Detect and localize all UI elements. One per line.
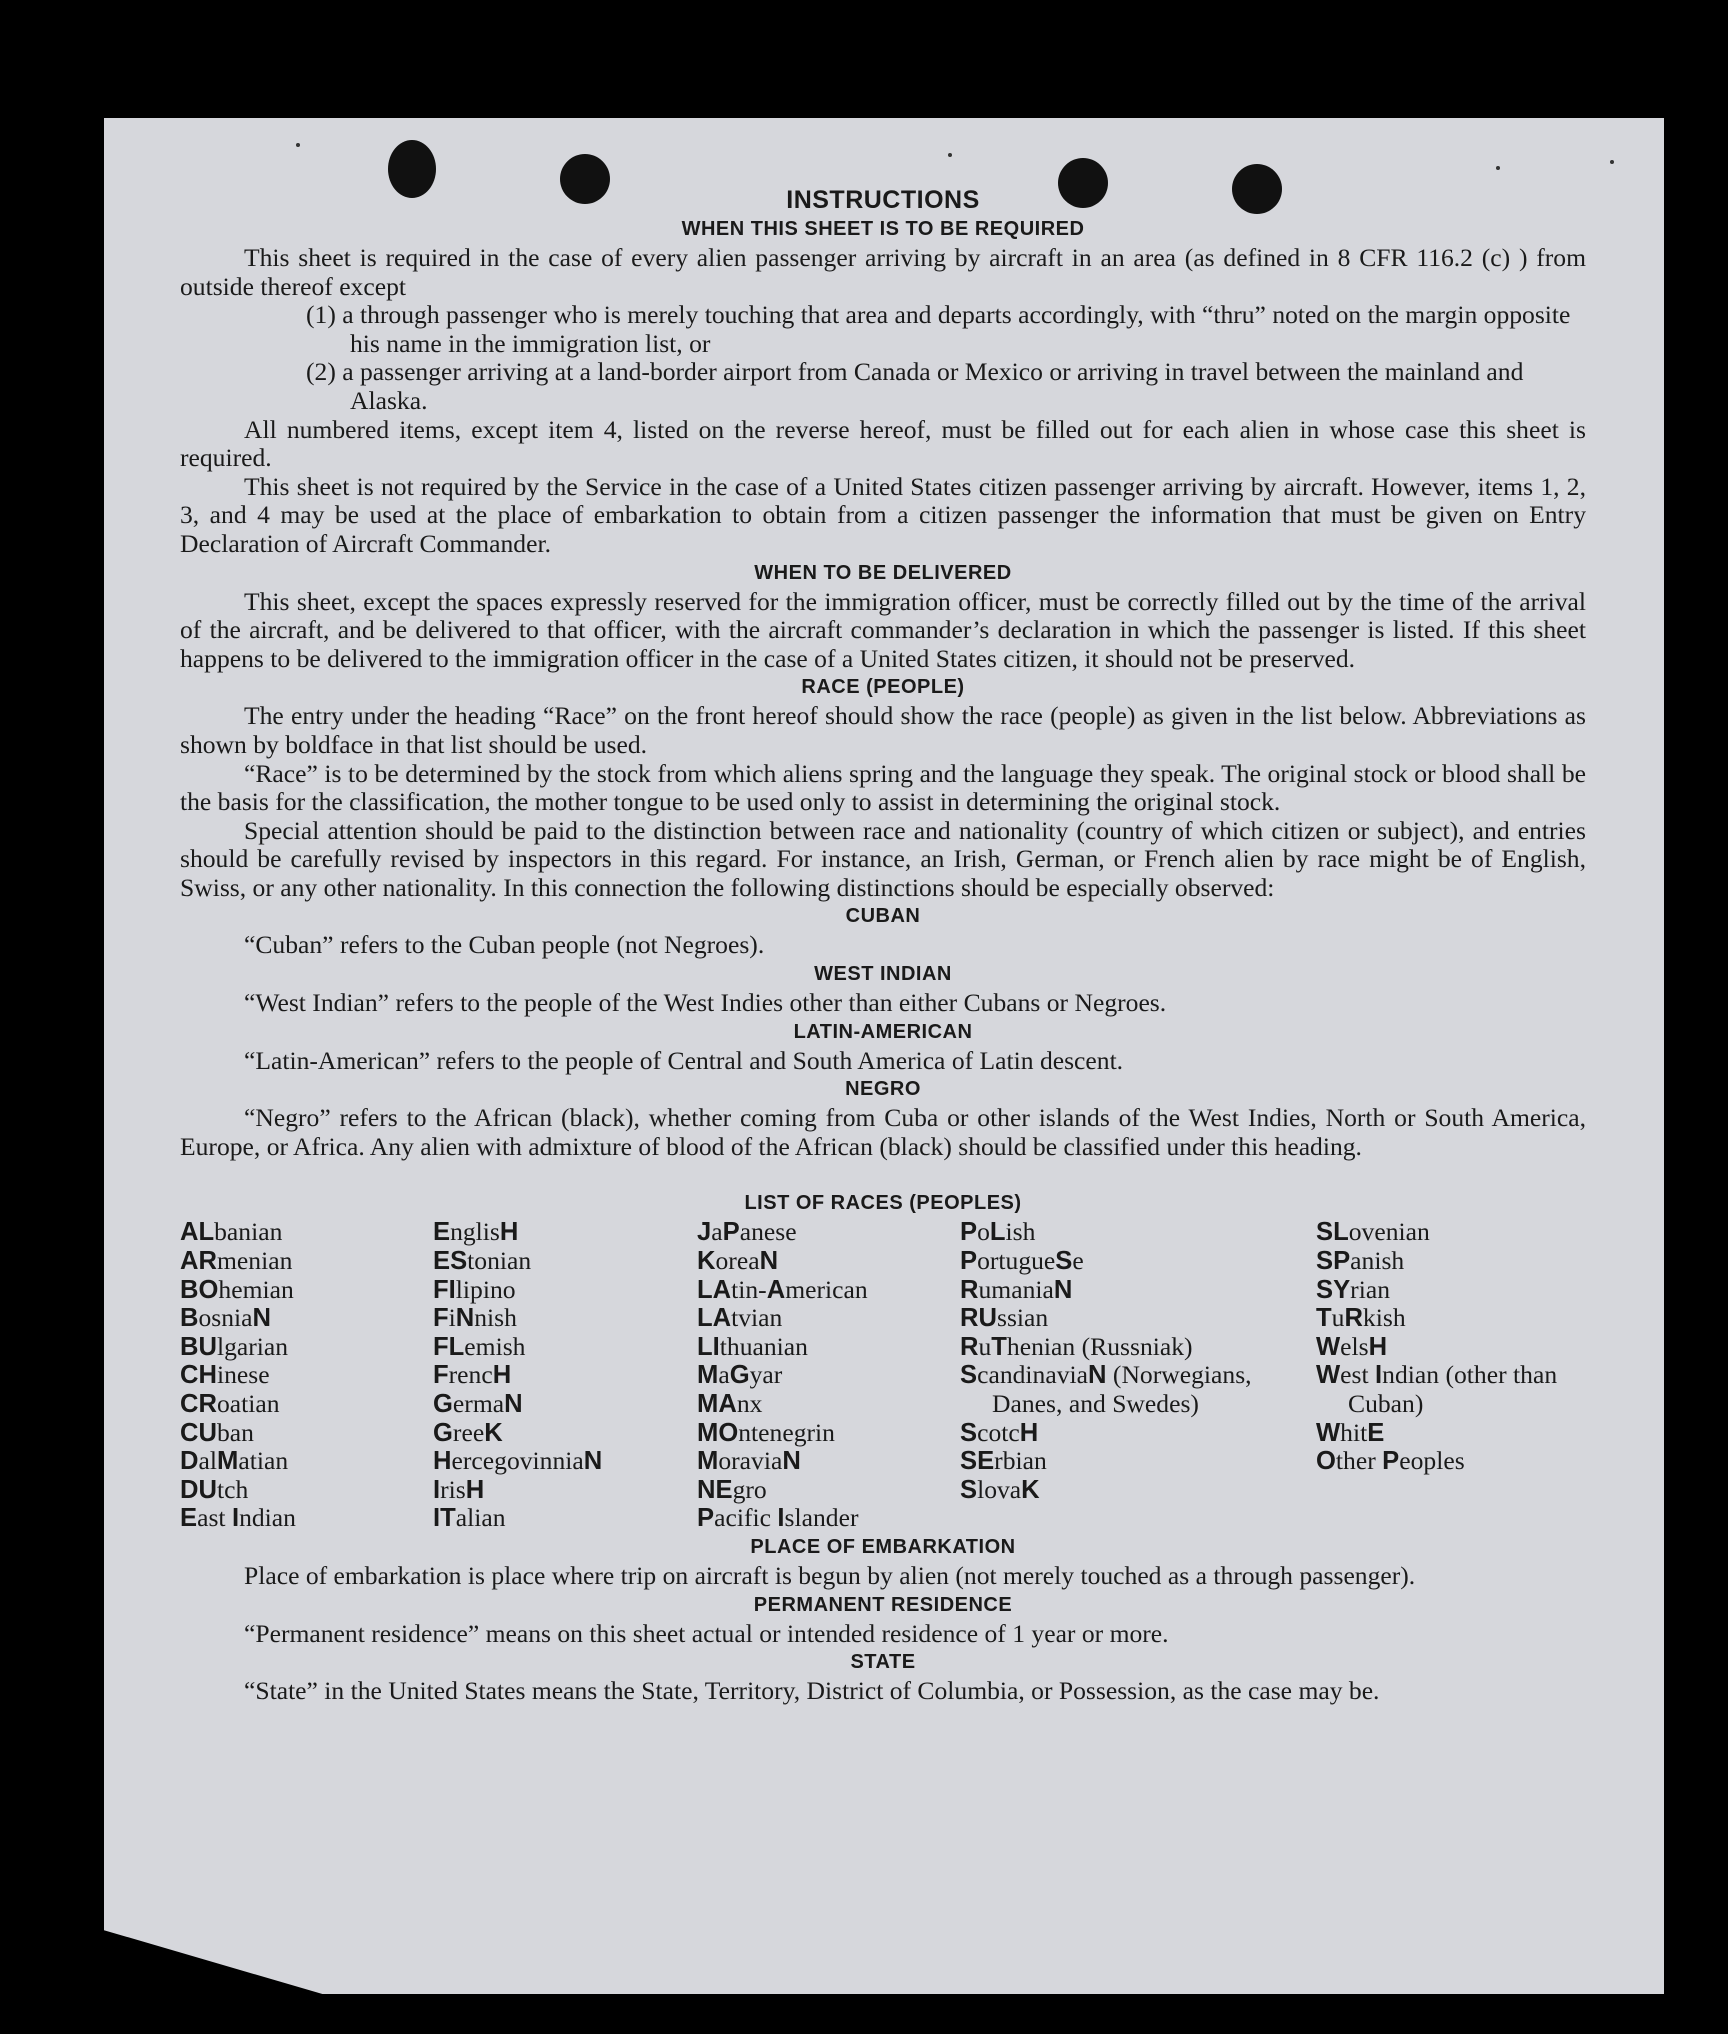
race-item: CUban bbox=[180, 1417, 254, 1447]
race-item: DalMatian bbox=[180, 1446, 289, 1476]
race-item: JaPanese bbox=[697, 1217, 797, 1247]
paragraph: The entry under the heading “Race” on the front hereof should show the race (people) as given in the list below. Abbreviations as shown by boldface in that list should be used. bbox=[180, 701, 1586, 759]
section-heading: PERMANENT RESIDENCE bbox=[753, 1593, 1013, 1616]
race-item: IrisH bbox=[433, 1474, 485, 1504]
page-title: INSTRUCTIONS bbox=[786, 186, 980, 214]
race-column bbox=[960, 1218, 1316, 1533]
race-item: FLemish bbox=[433, 1331, 526, 1361]
paragraph: “Race” is to be determined by the stock from which aliens spring and the language they speak. The original stock or blood shall be the basis for the classification, the mother tongue to be used only to assist in determining the original stock. bbox=[180, 758, 1586, 817]
paragraph: This sheet is not required by the Service in the case of a United States citizen passenger arriving by aircraft. However, items 1, 2, 3, and 4 may be used at the place of embarkation to obtain from a citizen passenger the information that must be given on Entry Declaration of Aircraft Commander. bbox=[180, 471, 1586, 558]
race-item: KoreaN bbox=[697, 1246, 779, 1276]
race-column bbox=[433, 1218, 697, 1533]
paragraph: “Permanent residence” means on this sheet actual or intended residence of 1 year or more. bbox=[244, 1618, 1169, 1648]
race-item: MoraviaN bbox=[697, 1446, 801, 1476]
paragraph: “West Indian” refers to the people of the West Indies other than either Cubans or Negroes. bbox=[244, 988, 1167, 1018]
race-item: SYrian bbox=[1316, 1274, 1390, 1304]
section-heading: LIST OF RACES (PEOPLES) bbox=[744, 1192, 1022, 1215]
race-item: SLovenian bbox=[1316, 1217, 1430, 1247]
section-heading: WEST INDIAN bbox=[814, 963, 952, 986]
section-heading: CUBAN bbox=[845, 905, 921, 928]
paragraph: “Negro” refers to the African (black), whether coming from Cuba or other islands of the West Indies, North or South America, Europe, or Africa. Any alien with admixture of blood of the African (black) should be classified under this heading. bbox=[180, 1103, 1586, 1161]
race-item: SPanish bbox=[1316, 1246, 1405, 1276]
race-item: LAtin-American bbox=[697, 1274, 868, 1304]
race-item: BUlgarian bbox=[180, 1331, 289, 1361]
race-item: TuRkish bbox=[1316, 1303, 1406, 1333]
race-item: GermaN bbox=[433, 1389, 523, 1418]
race-item: WelsH bbox=[1316, 1331, 1388, 1361]
race-item: FrencH bbox=[433, 1360, 512, 1390]
race-item: PortugueSe bbox=[960, 1246, 1084, 1276]
race-item: LIthuanian bbox=[697, 1331, 808, 1361]
race-item: BosniaN bbox=[180, 1303, 272, 1333]
section-heading: PLACE OF EMBARKATION bbox=[750, 1535, 1016, 1558]
race-item: FiNnish bbox=[433, 1303, 517, 1333]
section-heading: WHEN TO BE DELIVERED bbox=[754, 561, 1012, 584]
race-item: EStonian bbox=[433, 1246, 532, 1276]
speck bbox=[1496, 166, 1500, 170]
paragraph: This sheet is required in the case of every alien passenger arriving by aircraft in an area (as defined in 8 CFR 116.2 (c) ) from outside thereof except bbox=[180, 243, 1586, 301]
race-item: MaGyar bbox=[697, 1360, 783, 1390]
race-item: Pacific Islander bbox=[697, 1503, 859, 1533]
speck bbox=[948, 153, 952, 157]
race-item: DUtch bbox=[180, 1474, 249, 1504]
section-heading: NEGRO bbox=[845, 1078, 921, 1101]
section-heading: LATIN-AMERICAN bbox=[793, 1020, 973, 1043]
race-item: LAtvian bbox=[697, 1303, 783, 1333]
race-item: SlovaK bbox=[960, 1474, 1040, 1504]
race-item: NEgro bbox=[697, 1474, 767, 1504]
race-item: MAnx bbox=[697, 1389, 763, 1418]
paragraph: This sheet, except the spaces expressly reserved for the immigration officer, must be correctly filled out by the time of the arrival of the aircraft, and be delivered to that officer, with the aircraft commander’s declaration in which the passenger is listed. If this sheet happens to be delivered to the immigration officer in the case of a United States citizen, it should not be preserved. bbox=[180, 586, 1586, 673]
race-list bbox=[180, 1218, 1586, 1533]
section-heading: STATE bbox=[850, 1651, 916, 1674]
paragraph: “Cuban” refers to the Cuban people (not Negroes). bbox=[244, 930, 765, 960]
race-item: RuThenian (Russniak) bbox=[960, 1331, 1193, 1361]
race-item: ScotcH bbox=[960, 1417, 1039, 1447]
race-item: PoLish bbox=[960, 1217, 1036, 1247]
race-item: MOntenegrin bbox=[697, 1417, 835, 1447]
race-item: ALbanian bbox=[180, 1217, 283, 1247]
list-item: (1) a through passenger who is merely touching that area and departs accordingly, with “thru” noted on the margin opposite his name in the immigration list, or bbox=[306, 300, 1571, 358]
race-item: ARmenian bbox=[180, 1246, 293, 1276]
race-column bbox=[697, 1218, 960, 1533]
paragraph: All numbered items, except item 4, listed on the reverse hereof, must be filled out for each alien in whose case this sheet is required. bbox=[180, 414, 1586, 473]
instructions-text bbox=[180, 186, 1586, 1706]
race-item: West Indian (other than Cuban) bbox=[1316, 1360, 1558, 1418]
race-item: ITalian bbox=[433, 1503, 506, 1533]
race-column bbox=[1316, 1218, 1586, 1533]
race-item: GreeK bbox=[433, 1417, 503, 1447]
race-column bbox=[180, 1218, 433, 1533]
paragraph: “Latin-American” refers to the people of Central and South America of Latin descent. bbox=[244, 1045, 1124, 1075]
speck bbox=[1610, 160, 1614, 164]
paragraph: “State” in the United States means the State, Territory, District of Columbia, or Possession, as the case may be. bbox=[244, 1676, 1380, 1706]
race-item: EnglisH bbox=[433, 1217, 519, 1247]
section-heading: RACE (PEOPLE) bbox=[801, 676, 965, 699]
paragraph: Special attention should be paid to the distinction between race and nationality (country of which citizen or subject), and entries should be carefully revised by inspectors in this regard. For instance, an Irish, German, or French alien by race might be of English, Swiss, or any other nationality. In this connection the following distinctions should be especially observed: bbox=[180, 815, 1586, 902]
race-item: East Indian bbox=[180, 1503, 296, 1533]
race-item: Other Peoples bbox=[1316, 1446, 1465, 1476]
paragraph: Place of embarkation is place where trip on aircraft is begun by alien (not merely touched as a through passenger). bbox=[244, 1560, 1416, 1590]
race-item: CRoatian bbox=[180, 1389, 280, 1418]
list-item: (2) a passenger arriving at a land-border airport from Canada or Mexico or arriving in travel between the mainland and Alaska. bbox=[306, 357, 1524, 415]
race-item: RumaniaN bbox=[960, 1274, 1073, 1304]
race-item: BOhemian bbox=[180, 1274, 294, 1304]
section-heading: WHEN THIS SHEET IS TO BE REQUIRED bbox=[681, 218, 1085, 240]
race-item: SErbian bbox=[960, 1446, 1047, 1476]
race-item: WhitE bbox=[1316, 1417, 1385, 1447]
race-item: FIlipino bbox=[433, 1274, 516, 1304]
speck bbox=[296, 143, 300, 147]
race-item: HercegovinniaN bbox=[433, 1446, 603, 1476]
race-item: ScandinaviaN (Norwegians, Danes, and Swedes) bbox=[960, 1360, 1252, 1418]
race-item: CHinese bbox=[180, 1360, 270, 1390]
race-item: RUssian bbox=[960, 1303, 1049, 1333]
